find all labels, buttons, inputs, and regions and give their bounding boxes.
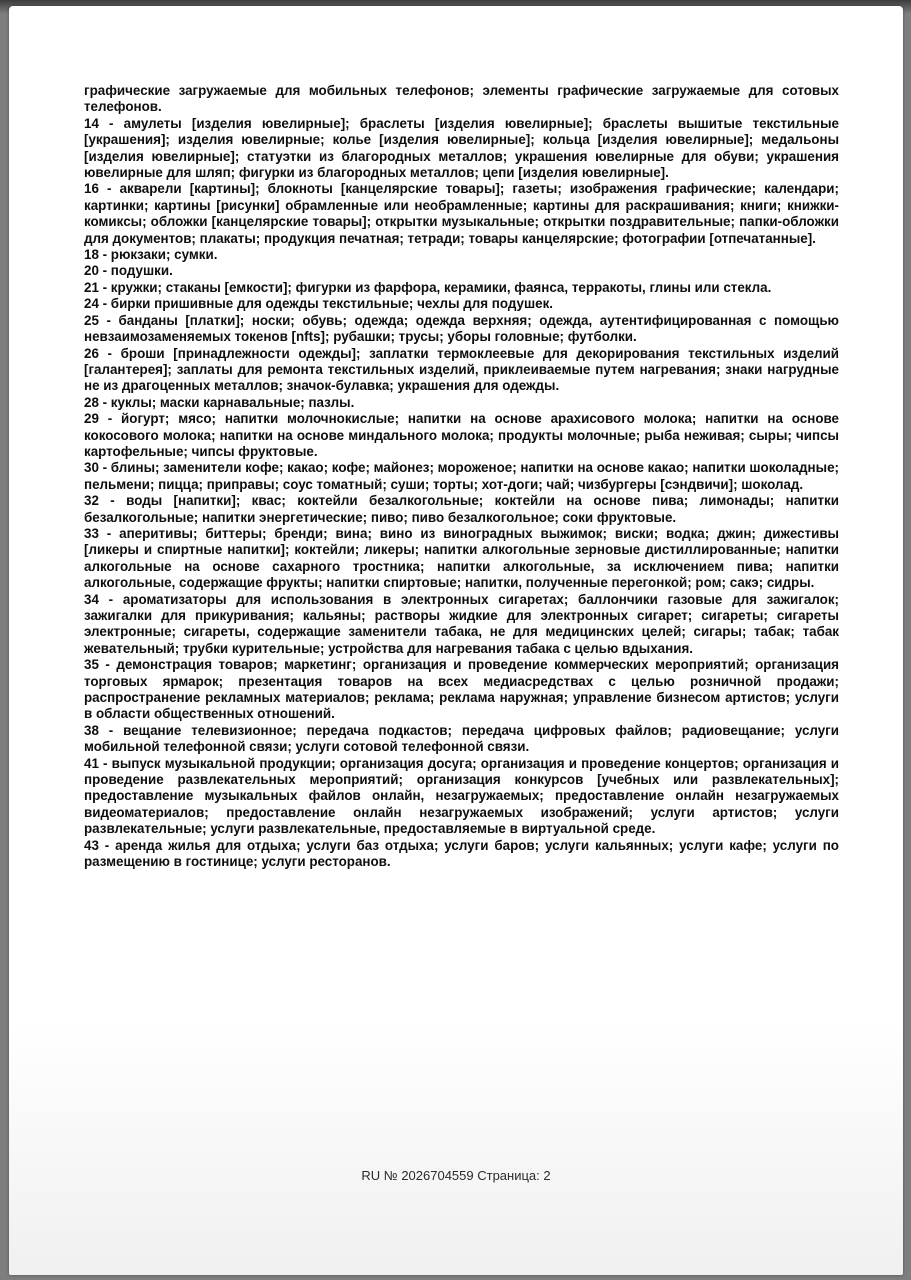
paragraph-class-32: 32 - воды [напитки]; квас; коктейли безалкогольные; коктейли на основе пива; лимонады; напитки безалкогольные; напитки энергетические; пиво; пиво безалкогольное; соки фруктовые. (84, 493, 839, 525)
paragraph-class-30: 30 - блины; заменители кофе; какао; кофе; майонез; мороженое; напитки на основе какао; напитки шоколадные; пельмени; пицца; приправы; соус томатный; суши; торты; хот-доги; чай; чизбургеры [сэндвичи]; шоколад. (84, 460, 839, 492)
paragraph-class-43: 43 - аренда жилья для отдыха; услуги баз отдыха; услуги баров; услуги кальянных; услуги кафе; услуги по размещению в гостинице; услуги ресторанов. (84, 837, 839, 870)
paragraph-class-34: 34 - ароматизаторы для использования в электронных сигаретах; баллончики газовые для зажигалок; зажигалки для прикуривания; кальяны; растворы жидкие для электронных сигарет; сигареты; сигареты электронные; сигареты, содержащие заменители табака, не для медицинских целей; сигары; табак; табак жевательный; трубки курительные; устройства для нагревания табака с целью вдыхания. (84, 591, 839, 656)
document-page (9, 6, 903, 1275)
paragraph-class-21: 21 - кружки; стаканы [емкости]; фигурки из фарфора, керамики, фаянса, терракоты, глины или стекла. (84, 279, 772, 295)
paragraph-class-16: 16 - акварели [картины]; блокноты [канцелярские товары]; газеты; изображения графические; календари; картинки; картины [рисунки] обрамленные или необрамленные; картины для раскрашивания; книги; книжки-комиксы; обложки [канцелярские товары]; открытки музыкальные; открытки поздравительные; папки-обложки для документов; плакаты; продукция печатная; тетради; товары канцелярские; фотографии [отпечатанные]. (84, 181, 839, 246)
paragraph-class-25: 25 - банданы [платки]; носки; обувь; одежда; одежда верхняя; одежда, аутентифицированная с помощью невзаимозаменяемых токенов [nfts]; рубашки; трусы; уборы головные; футболки. (84, 312, 839, 345)
paragraph-class-41: 41 - выпуск музыкальной продукции; организация досуга; организация и проведение концертов; организация и проведение развлекательных мероприятий; организация конкурсов [учебных или развлекательных]; предоставление музыкальных файлов онлайн, незагружаемых; предоставление онлайн незагружаемых видеоматериалов; предоставление онлайн незагружаемых изображений; услуги артистов; услуги развлекательные; услуги развлекательные, предоставляемые в виртуальной среде. (84, 755, 839, 837)
paragraph-class-26: 26 - броши [принадлежности одежды]; заплатки термоклеевые для декорирования текстильных изделий [галантерея]; заплаты для ремонта текстильных изделий, приклеиваемые путем нагревания; знаки нагрудные не из драгоценных металлов; значок-булавка; украшения для одежды. (84, 345, 839, 394)
paragraph-class-24: 24 - бирки пришивные для одежды текстильные; чехлы для подушек. (84, 296, 553, 312)
paragraph-class-38: 38 - вещание телевизионное; передача подкастов; передача цифровых файлов; радиовещание; услуги мобильной телефонной связи; услуги сотовой телефонной связи. (84, 722, 839, 755)
paragraph-continuation: графические загружаемые для мобильных телефонов; элементы графические загружаемые для сотовых телефонов. (84, 83, 839, 115)
paragraph-class-29: 29 - йогурт; мясо; напитки молочнокислые; напитки на основе арахисового молока; напитки на основе кокосового молока; напитки на основе миндального молока; продукты молочные; рыба неживая; сыры; чипсы картофельные; чипсы фруктовые. (84, 411, 839, 459)
paragraph-class-20: 20 - подушки. (84, 263, 173, 279)
paragraph-class-33: 33 - аперитивы; биттеры; бренди; вина; вино из виноградных выжимок; виски; водка; джин; дижестивы [ликеры и спиртные напитки]; коктейли; ликеры; напитки алкогольные зерновые дистиллированные; напитки алкогольные на основе сахарного тростника; напитки алкогольные, за исключением пива; напитки алкогольные, содержащие фрукты; напитки спиртовые; напитки, полученные перегонкой; ром; сакэ; сидры. (84, 525, 839, 591)
goods-services-list (84, 83, 839, 871)
paragraph-class-18: 18 - рюкзаки; сумки. (84, 247, 218, 263)
page-footer: RU № 2026704559 Страница: 2 (361, 1168, 551, 1183)
paragraph-class-35: 35 - демонстрация товаров; маркетинг; организация и проведение коммерческих мероприятий; организация торговых ярмарок; презентация товаров на всех медиасредствах с целью розничной продажи; распространение рекламных материалов; реклама; реклама наружная; управление бизнесом артистов; услуги в области общественных отношений. (84, 657, 839, 722)
paragraph-class-14: 14 - амулеты [изделия ювелирные]; браслеты [изделия ювелирные]; браслеты вышитые текстильные [украшения]; изделия ювелирные; колье [изделия ювелирные]; кольца [изделия ювелирные]; медальоны [изделия ювелирные]; статуэтки из благородных металлов; украшения ювелирные для обуви; украшения ювелирные для шляп; фигурки из благородных металлов; цепи [изделия ювелирные]. (84, 115, 839, 181)
paragraph-class-28: 28 - куклы; маски карнавальные; пазлы. (84, 394, 355, 410)
